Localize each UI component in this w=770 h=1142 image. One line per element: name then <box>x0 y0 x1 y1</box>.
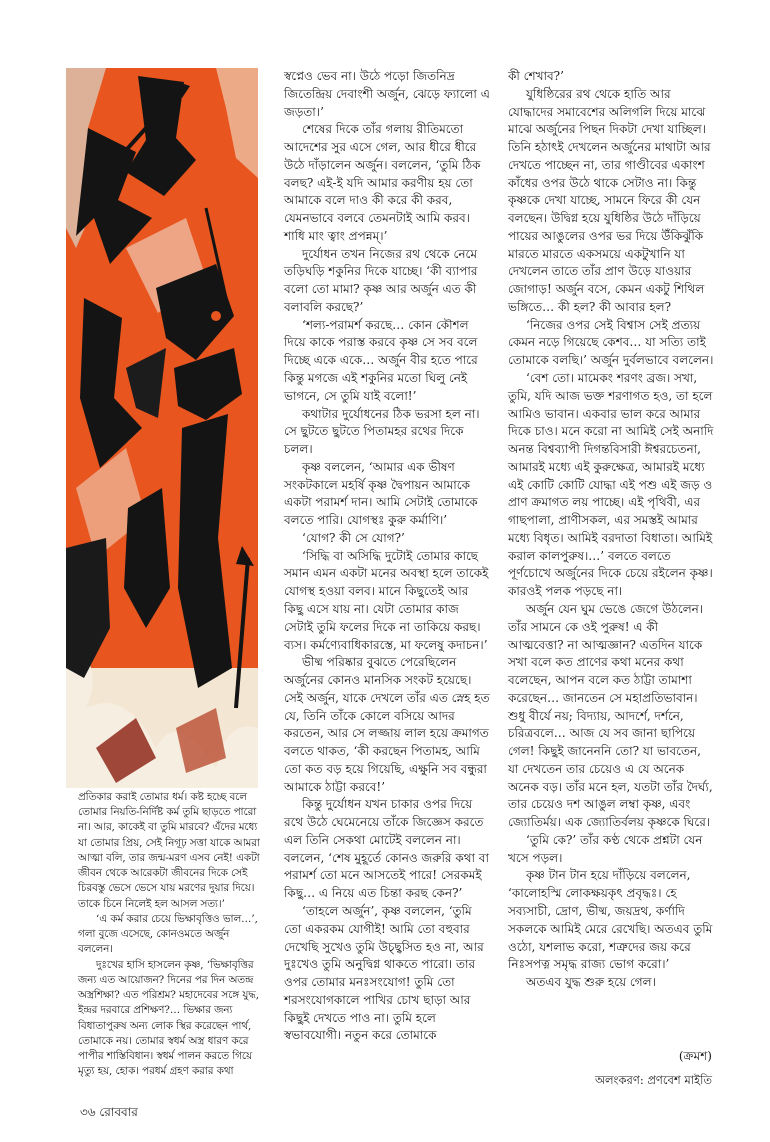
paragraph: ‘এ কর্ম করার চেয়ে ভিক্ষাবৃত্তিও ভাল…’, গলা বুজে এসেছে, কোনওমতে অর্জুন বললেন। <box>78 912 258 956</box>
paragraph: ‘বেশ তো। মামেকং শরণং ব্রজ। সখা, তুমি, যদি আজ ভক্ত শরণাগত হও, তা হলে আমিও ভাবান। একবার ভাল করে আমার দিকে চাও। মনে করো না আমিই সেই অনাদি অনন্ত বিশ্বব্যাপী দিগন্তবিসারী ঈশ্বরচেতনা, আমারই মধ্যে এই কুরুক্ষেত্র, আমারই মধ্যে এই কোটি কোটি যোদ্ধা এই পশু এই জড় ও প্রাণ ক্রমাগত লয় পাচ্ছে। এই পৃথিবী, এর গাছপালা, প্রাণীসকল, এর সমস্তই আমার মধ্যে বিধৃত। আমিই বরদাতা বিধাতা। আমিই করাল কালপুরুষ।…’ বলতে বলতে পূর্ণচোখে অর্জুনের দিকে চেয়ে রইলেন কৃষ্ণ। কারওই পলক পড়ছে না। <box>508 371 714 599</box>
illustration-credit: অলংকরণ: প্রণবেশ মাইতি <box>595 1073 712 1087</box>
paragraph: ‘সিদ্ধি বা অসিদ্ধি দুটোই তোমার কাছে সমান এমন একটা মনের অবস্থা হলে তাকেই যোগস্থ হওয়া বলব। মানে কিছুতেই আর কিছু এসে যায় না। যেটা তোমার কাজ সেটাই তুমি ফলের দিকে না তাকিয়ে করছ। ব্যস। কর্মণ্যেবাধিকারস্তে, মা ফলেষু কদাচন।’ <box>284 548 489 652</box>
paragraph: দুঃখের হাসি হাসলেন কৃষ্ণ, ‘ভিক্ষাবৃত্তির জন্য এত আয়োজন? দিনের পর দিন অতন্দ্র অস্ত্রশিক্ষা? এত পরিশ্রম? মহাদেবের সঙ্গে যুদ্ধ, ইন্দ্রর দরবারে প্রশিক্ষণ?… ভিক্ষার জন্য বিধাতাপুরুষ অন্য লোক স্থির করেছেন পার্থ, তোমাকে নয়। তোমার স্বধর্ম অস্ত্র ধারণ করে পাপীর শাস্তিবিধান। স্বধর্ম পালন করতে গিয়ে মৃত্যু হয়, হোক। পরধর্ম গ্রহণ করার কথা <box>78 958 260 1078</box>
paragraph: ‘নিজের ওপর সেই বিশ্বাস সেই প্রত্যয় কেমন নড়ে গিয়েছে কেশব… যা সত্যি তাই তোমাকে বলছি।’ অর্জুন দুর্বলভাবে বললেন। <box>508 317 714 368</box>
paragraph: কৃষ্ণ টান টান হয়ে দাঁড়িয়ে বললেন, ‘কালোহস্মি লোকক্ষয়কৃৎ প্রবৃদ্ধঃ। হে সব্যসাচী, দ্রোণ, ভীষ্ম, জয়দ্রথ, কর্ণাদি সকলকে আমিই মেরে রেখেছি। অতএব তুমি ওঠো, যশলাভ করো, শত্রুদের জয় করে নিঃসপত্ন সমৃদ্ধ রাজ্য ভোগ করো।’ <box>508 868 713 972</box>
paragraph: কিন্তু দুর্যোধন যখন চাকার ওপর দিয়ে রথে উঠে ঘেমেনেয়ে তাঁকে জিজ্ঞেস করতে এল তিনি সেকথা মোটেই বললেন না। বললেন, ‘শেষ মুহূর্তে কোনও জরুরি কথা বা পরামর্শ তো মনে আসতেই পারে! সেরকমই কিছু… এ নিয়ে এত চিন্তা করছ কেন?’ <box>284 797 489 901</box>
paragraph: কী শেখাব?’ <box>508 69 564 83</box>
illustration <box>66 68 258 788</box>
paragraph: দুর্যোধন তখন নিজের রথ থেকে নেমে তড়িঘড়ি শকুনির দিকে যাচ্ছে। ‘কী ব্যাপার বলো তো মামা? কৃষ্ণ আর অর্জুন এত কী বলাবলি করছে?’ <box>284 246 478 314</box>
paragraph: যুধিষ্ঠিরের রথ থেকে হাতি আর যোদ্ধাদের সমাবেশের অলিগলি দিয়ে মাঝে মাঝে অর্জুনের পিছন দিকটা দেখা যাচ্ছিল। তিনি হঠাৎই দেখলেন অর্জুনের মাথাটা আর দেখতে পাচ্ছেন না, তার গাণ্ডীবের একাংশ কাঁধের ওপর উঠে থাকে সেটাও না। কিন্তু কৃষ্ণকে দেখা যাচ্ছে, সামনে ফিরে কী যেন বলছেন। উদ্বিগ্ন হয়ে যুধিষ্ঠির উঠে দাঁড়িয়ে পায়ের আঙুলের ওপর ভর দিয়ে উঁকিঝুঁকি মারতে মারতে একসময়ে একটুখানি যা দেখলেন তাতে তাঁর প্রাণ উড়ে যাওয়ার জোগাড়! অর্জুন বসে, কেমন একটু শিথিল ভঙ্গিতে… কী হল? কী আবার হল? <box>508 86 711 314</box>
paragraph: অর্জুন যেন ঘুম ভেঙে জেগে উঠলেন। তাঁর সামনে কে ওই পুরুষ! এ কী আত্মবেত্তা? না আত্মজ্ঞান? এতদিন যাকে সখা বলে কত প্রাণের কথা মনের কথা বলেছেন, আপন বলে কত ঠাট্টা তামাশা করেছেন… জানতেন সে মহাপ্রতিভাবান। শুধু বীর্যে নয়; বিদ্যায়, আদর্শে, দর্শনে, চরিত্রবলে… আজ যে সব জানা ছাপিয়ে গেল! কিছুই জানেননি তো? যা ভাবতেন, যা দেখতেন তার চেয়েও এ যে অনেক অনেক বড়। তাঁর মনে হল, যতটা তাঁর দৈর্ঘ্য, তার চেয়েও দশ আঙুল লম্বা কৃষ্ণ, এবং জ্যোতির্ময়। এক জ্যোতির্বলয় কৃষ্ণকে ঘিরে। <box>508 601 713 830</box>
column-3 <box>508 68 714 992</box>
paragraph: ‘তাহলে অর্জুন’, কৃষ্ণ বললেন, ‘তুমি তো একরকম যোগীই! আমি তো বহুবার দেখেছি সুখেও তুমি উচ্ছ্বসিত হও না, আর দুঃখেও তুমি অনুদ্বিগ্ন থাকতে পারো। তার ওপর তোমার মনঃসংযোগ! তুমি তো শরসংযোগকালে পাখির চোখ ছাড়া আর কিছুই দেখতে পাও না। তুমি হলে স্বভাবযোগী। নতুন করে তোমাকে <box>284 903 484 1043</box>
column-1-bottom <box>78 790 264 1079</box>
paragraph: স্বপ্নেও ভেব না। উঠে পড়ো জিতনিদ্র জিতেন্দ্রিয় দেবাংশী অর্জুন, ঝেড়ে ফ্যালো এ জড়তা।’ <box>284 69 490 119</box>
paragraph: ‘শল্য-পরামর্শ করছে… কোন কৌশল দিয়ে কাকে পরাস্ত করবে কৃষ্ণ সে সব বলে দিচ্ছে একে একে… অর্জুন বীর হতে পারে কিন্তু মগজে এই শকুনির মতো ঘিলু নেই ভাগনে, সে তুমি যাই বলো!’ <box>284 317 478 403</box>
paragraph: ‘যোগ? কী সে যোগ?’ <box>302 530 405 545</box>
column-2 <box>284 68 490 1045</box>
paragraph: কৃষ্ণ বললেন, ‘আমার এক ভীষণ সংকটকালে মহর্ষি কৃষ্ণ দ্বৈপায়ন আমাকে একটা পরামর্শ দান। আমি সেটাই তোমাকে বলতে পারি। যোগস্থঃ কুরু কর্মাণি।’ <box>284 459 478 528</box>
paragraph: কথাটার দুর্যোধনের ঠিক ভরসা হল না। সে ছুটতে ছুটতে পিতামহর রথের দিকে চলল। <box>284 406 480 457</box>
paragraph: শেষের দিকে তাঁর গলায় রীতিমতো আদেশের সুর এসে গেল, আর ধীরে ধীরে উঠে দাঁড়ালেন অর্জুন। বললেন, ‘তুমি ঠিক বলছ? এই-ই যদি আমার করণীয় হয় তো আমাকে বলে দাও কী করে কী করব, যেমনভাবে বলবে তেমনটাই আমি করব। শাধি মাং ত্বাং প্রপন্নম্‌।’ <box>284 122 481 243</box>
paragraph: অতএব যুদ্ধ শুরু হয়ে গেল। <box>526 975 656 990</box>
paragraph: ‘তুমি কে?’ তাঁর কণ্ঠ থেকে প্রশ্নটা যেন খসে পড়ল। <box>508 832 703 865</box>
continued-marker: (ক্রমশ) <box>678 1049 712 1063</box>
paragraph: ভীষ্ম পরিষ্কার বুঝতে পেরেছিলেন অর্জুনের কোনও মানসিক সংকট হয়েছে। সেই অর্জুন, যাকে দেখলে তাঁর এত স্নেহ হত যে, তিনি তাঁকে কোলে বসিয়ে আদর করতেন, আর সে লজ্জায় লাল হয়ে ক্রমাগত বলতে থাকত, ‘কী করছেন পিতামহ, আমি তো কত বড় হয়ে গিয়েছি, এক্ষুনি সব বন্ধুরা আমাকে ঠাট্টা করবে!’ <box>284 655 490 794</box>
page-folio: ৩৬ রোববার <box>80 1105 138 1119</box>
paragraph: প্রতিকার করাই তোমার ধর্ম। কষ্ট হচ্ছে বলে তোমার নিয়তি-নির্দিষ্ট কর্ম তুমি ছাড়তে পারো না। আর, কাকেই বা তুমি মারবে? এঁদের মধ্যে যা তোমার প্রিয়, সেই নিগূঢ় সত্তা যাকে আমরা আত্মা বলি, তার জন্ম-মরণ এসব নেই! একটা জীবন থেকে আরেকটা জীবনের দিকে সেই চিরবস্তু ভেসে ভেসে যায় মরণের দুয়ার দিয়ে। তাকে চিনে নিলেই হল আসল সত্য।’ <box>78 791 260 910</box>
